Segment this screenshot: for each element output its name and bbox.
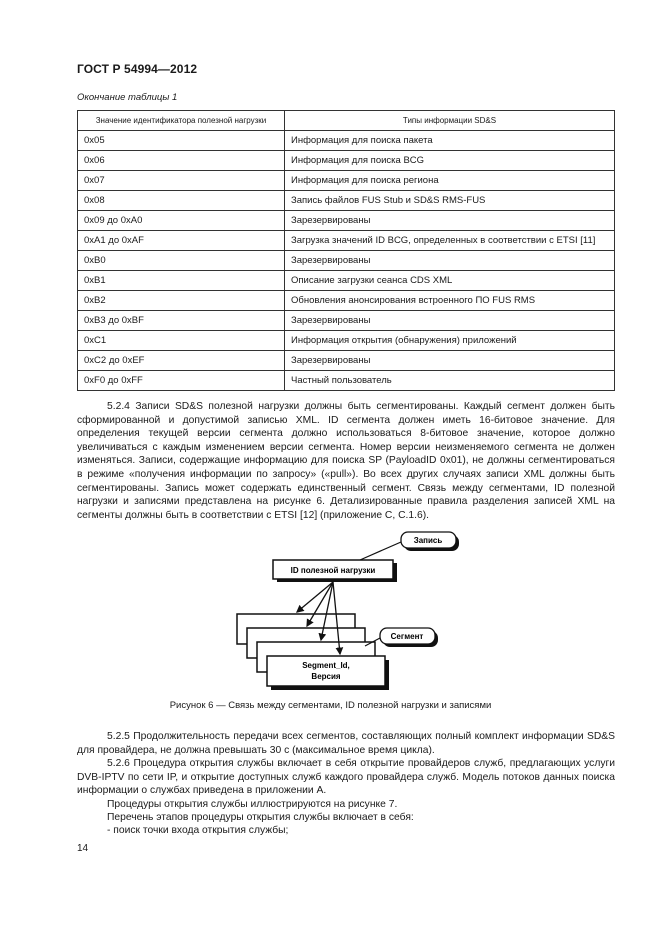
figure-caption: Рисунок 6 — Связь между сегментами, ID полезной нагрузки и записями: [169, 700, 492, 711]
payload-id-cell: 0xB0: [78, 251, 285, 271]
paragraph-text: 5.2.4 Записи SD&S полезной нагрузки должны быть сегментированы. Каждый сегмент должен быть сформированной и допустимой записью XML. ID сегмента должен иметь 16-битовое значение. Для определения текущей версии сегмента должно использоваться 8-битовое значение, которое должно увеличиваться с каждым изменением версии сегмента. Номер версии неизменяемого сегмента не должен изменяться. Записи, содержащие информацию для поиска SP (PayloadID 0x01), не должны сегментироваться в режиме «получения информации по запросу» («pull»). Во всех других случаях записи XML должны быть сегментированы. Запись может содержать единственный сегмент. Связь между сегментами, ID полезной нагрузки и записями представлена на рисунке 6. Детализированные правила разделения записей XML на сегменты должны быть в соответствии с ETSI [12] (приложение С, С.1.6).: [77, 401, 615, 521]
info-type-cell: Зарезервированы: [285, 311, 615, 331]
segment-label-line1: Segment_Id,: [302, 661, 350, 670]
payload-id-cell: 0x09 до 0xA0: [78, 211, 285, 231]
payload-id-cell: 0xA1 до 0xAF: [78, 231, 285, 251]
payload-id-label: ID полезной нагрузки: [290, 566, 376, 575]
table-caption: Окончание таблицы 1: [77, 92, 178, 103]
paragraph-text: Процедуры открытия службы иллюстрируются на рисунке 7.: [107, 799, 398, 810]
paragraph-line-3: [77, 824, 615, 838]
paragraph-line-2: [77, 811, 615, 825]
info-type-cell: Зарезервированы: [285, 251, 615, 271]
payload-id-cell: 0xF0 до 0xFF: [78, 371, 285, 391]
record-callout-label: Запись: [413, 536, 443, 545]
record-callout-pointer: [360, 542, 401, 560]
info-type-cell: Зарезервированы: [285, 211, 615, 231]
info-type-cell: Информация открытия (обнаружения) приложений: [285, 331, 615, 351]
payload-id-cell: 0xB1: [78, 271, 285, 291]
info-type-cell: Частный пользователь: [285, 371, 615, 391]
page-number: 14: [77, 843, 89, 854]
payload-id-cell: 0x07: [78, 171, 285, 191]
info-type-cell: Информация для поиска BCG: [285, 151, 615, 171]
paragraph-text: - поиск точки входа открытия службы;: [107, 825, 289, 836]
paragraph-line-1: [77, 798, 615, 812]
info-type-cell: Запись файлов FUS Stub и SD&S RMS-FUS: [285, 191, 615, 211]
paragraph-text: Перечень этапов процедуры открытия службы включает в себя:: [107, 812, 414, 823]
payload-id-cell: 0x05: [78, 131, 285, 151]
payload-id-cell: 0xB2: [78, 291, 285, 311]
info-type-cell: Обновления анонсирования встроенного ПО FUS RMS: [285, 291, 615, 311]
paragraph-text: 5.2.5 Продолжительность передачи всех сегментов, составляющих полный комплект информации SD&S для провайдера, не должна превышать 30 с (максимальное время цикла).: [77, 731, 615, 756]
info-type-cell: Описание загрузки сеанса CDS XML: [285, 271, 615, 291]
paragraph-5-2-6: [77, 757, 615, 798]
segment-label-line2: Версия: [311, 672, 341, 681]
paragraph-text: 5.2.6 Процедура открытия службы включает в себя открытие провайдеров служб, предлагающих услуги DVB-IPTV по сети IP, и открытие доступных служб каждого провайдера служб. Модель потоков данных поиска информации о службах приведена в приложении А.: [77, 758, 615, 797]
payload-id-cell: 0x08: [78, 191, 285, 211]
payload-id-cell: 0xB3 до 0xBF: [78, 311, 285, 331]
payload-id-cell: 0xC2 до 0xEF: [78, 351, 285, 371]
document-header: ГОСТ Р 54994—2012: [77, 62, 198, 76]
segment-callout-label: Сегмент: [390, 632, 424, 641]
payload-id-cell: 0x06: [78, 151, 285, 171]
info-type-cell: Загрузка значений ID BCG, определенных в соответствии с ETSI [11]: [285, 231, 615, 251]
column-header: Типы информации SD&S: [285, 111, 615, 131]
paragraph-5-2-5: [77, 730, 615, 757]
column-header: Значение идентификатора полезной нагрузки: [78, 111, 285, 131]
info-type-cell: Информация для поиска региона: [285, 171, 615, 191]
info-type-cell: Зарезервированы: [285, 351, 615, 371]
info-type-cell: Информация для поиска пакета: [285, 131, 615, 151]
payload-id-cell: 0xC1: [78, 331, 285, 351]
